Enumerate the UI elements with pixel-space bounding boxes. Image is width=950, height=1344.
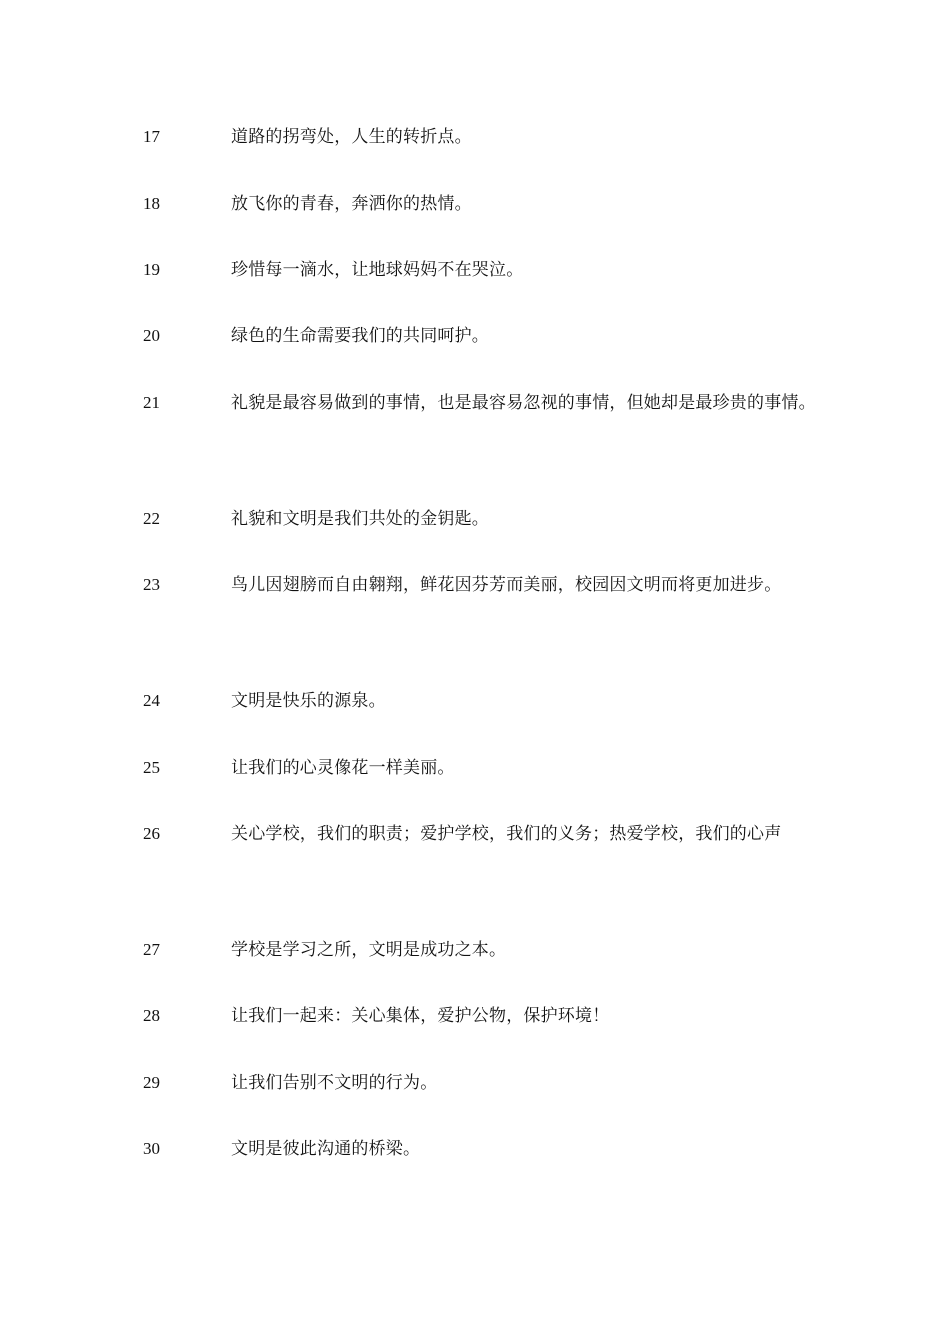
list-item bbox=[143, 561, 823, 609]
item-number: 22 bbox=[143, 509, 160, 528]
item-text: 文明是彼此沟通的桥梁。 bbox=[231, 1139, 421, 1159]
item-number: 30 bbox=[143, 1139, 160, 1158]
item-text: 让我们一起来：关心集体，爱护公物，保护环境！ bbox=[231, 1006, 610, 1026]
item-number: 20 bbox=[143, 326, 160, 345]
item-number: 26 bbox=[143, 824, 160, 843]
list-item bbox=[143, 677, 823, 725]
list-item bbox=[143, 926, 823, 974]
item-text: 礼貌和文明是我们共处的金钥匙。 bbox=[231, 509, 489, 529]
item-text: 文明是快乐的源泉。 bbox=[231, 691, 386, 711]
item-text: 让我们告别不文明的行为。 bbox=[231, 1073, 438, 1093]
item-text: 关心学校，我们的职责；爱护学校，我们的义务；热爱学校，我们的心声 bbox=[231, 824, 782, 844]
item-text: 放飞你的青春，奔洒你的热情。 bbox=[231, 194, 472, 214]
list-item bbox=[143, 113, 823, 161]
list-item bbox=[143, 1125, 823, 1173]
item-text: 绿色的生命需要我们的共同呵护。 bbox=[231, 326, 489, 346]
item-text: 学校是学习之所，文明是成功之本。 bbox=[231, 940, 507, 960]
item-number: 27 bbox=[143, 940, 160, 959]
item-number: 29 bbox=[143, 1073, 160, 1092]
item-number: 18 bbox=[143, 194, 160, 213]
item-number: 21 bbox=[143, 393, 160, 412]
item-text: 鸟儿因翅膀而自由翱翔，鲜花因芬芳而美丽，校园因文明而将更加进步。 bbox=[231, 575, 782, 595]
list-item bbox=[143, 744, 823, 792]
list-item bbox=[143, 180, 823, 228]
list-item bbox=[143, 810, 823, 858]
item-number: 28 bbox=[143, 1006, 160, 1025]
list-item bbox=[143, 1059, 823, 1107]
item-number: 25 bbox=[143, 758, 160, 777]
list-item bbox=[143, 246, 823, 294]
item-number: 24 bbox=[143, 691, 160, 710]
list-item bbox=[143, 312, 823, 360]
list-item bbox=[143, 379, 823, 427]
item-text: 珍惜每一滴水，让地球妈妈不在哭泣。 bbox=[231, 260, 524, 280]
list-item bbox=[143, 495, 823, 543]
item-text: 礼貌是最容易做到的事情，也是最容易忽视的事情，但她却是最珍贵的事情。 bbox=[231, 393, 816, 413]
item-text: 道路的拐弯处，人生的转折点。 bbox=[231, 127, 472, 147]
item-number: 17 bbox=[143, 127, 160, 146]
list-item bbox=[143, 992, 823, 1040]
item-number: 23 bbox=[143, 575, 160, 594]
item-text: 让我们的心灵像花一样美丽。 bbox=[231, 758, 455, 778]
item-number: 19 bbox=[143, 260, 160, 279]
